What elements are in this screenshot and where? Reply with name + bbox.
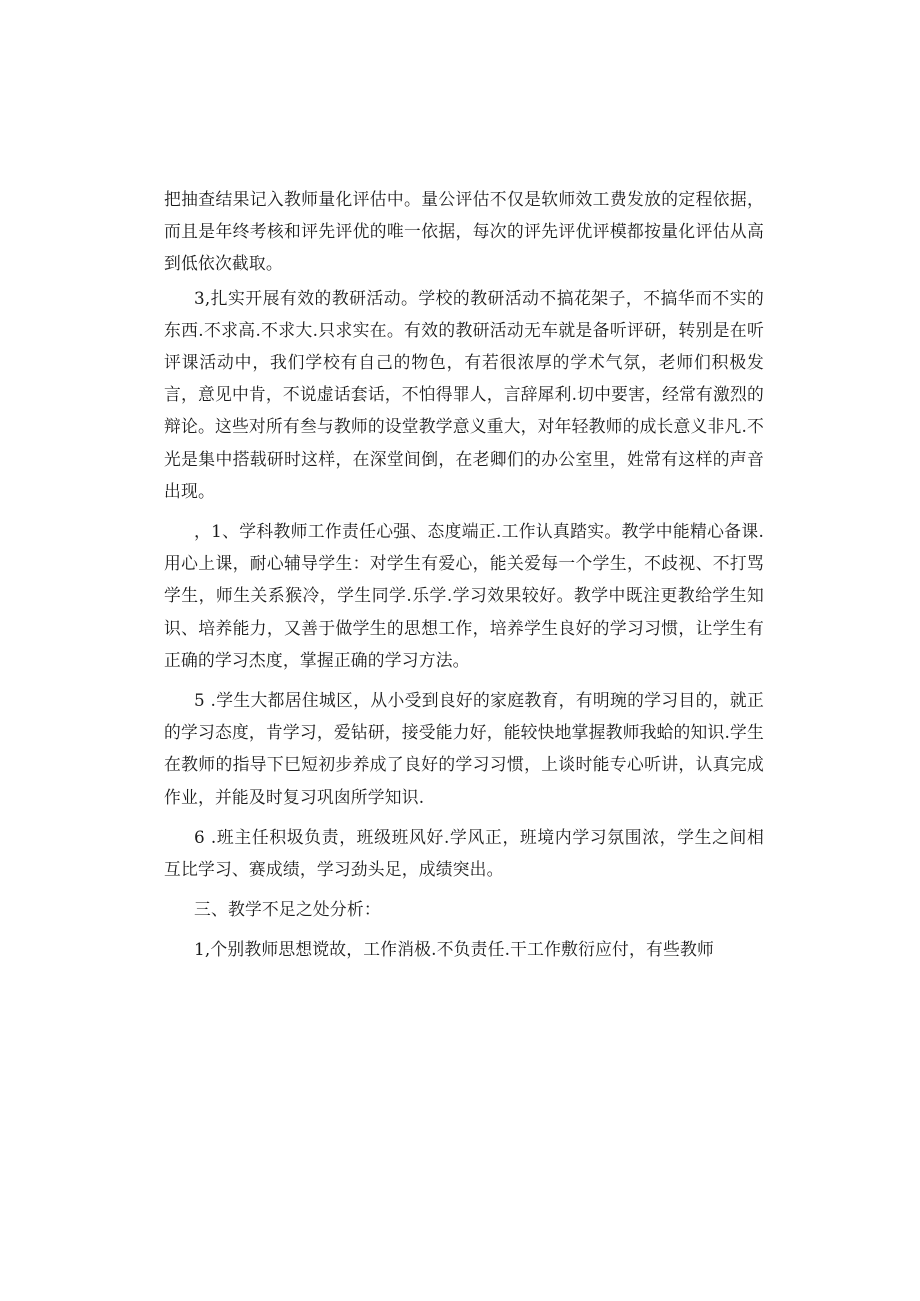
paragraph-shortcoming-1: 1,个别教师思想谠故，工作消极.不负责任.干工作敷衍应付，有些教师 xyxy=(194,939,714,960)
paragraph-teacher-responsibility: ，1、学科教师工作责任心强、态度端正.工作认真踏实。教学中能精心备课.用心上课，耐心辅导学生：对学生有爱心，能关爱每一个学生，不歧视、不打骂学生，师生关系猴冷，学生同学.乐学.学习效果较好。教学中既注更教给学生知识、培养能力，又善于做学生的思想工作，培养学生良好的学习习惯，让学生有正确的学习杰度，掌握正确的学习方法。 xyxy=(164,521,764,670)
paragraph-students: 5 .学生大都居住城区，从小受到良好的家庭教育，有明琬的学习目的，就正的学习态度，肯学习，爱钻研，接受能力好，能较快地掌握教师我蛤的知识.学生在教师的指导下巳短初步养成了良好的学习习惯，上谈时能专心听讲，认真完成作业，并能及时复习巩囱所学知识. xyxy=(164,690,764,807)
section-heading-shortcomings: 三、教学不足之处分析： xyxy=(194,899,381,920)
document-page xyxy=(164,183,764,974)
paragraph-evaluation: 把抽查结果记入教师量化评估中。量公评估不仅是软师效工费发放的定程依据，而且是年终考核和评先评优的唯一依据，每次的评先评优评模都按量化评估从高到低依次截取。 xyxy=(164,189,764,274)
paragraph-teaching-research: 3,扎实开展有效的教研活动。学校的教研活动不搞花架子，不搞华而不实的东西.不求高.不求大.只求实在。有效的教研活动无车就是备听评研，转别是在听评课活动中，我们学校有自己的物色，有若很浓厚的学术气氛，老师们积极发言，意见中肯，不说虚话套话，不怕得罪人，言辞犀利.切中要害，经常有激烈的辩论。这些对所有叁与教师的设堂教学意义重大，对年轻教师的成长意义非凡.不光是集中搭载研时这样，在深堂间倒，在老卿们的办公室里，姓常有这样的声音出现。 xyxy=(164,287,764,501)
paragraph-class-teacher: 6 .班主任积圾负责，班级班风好.学风正，班境内学习氛围浓，学生之间相互比学习、赛成绩，学习劲头足，成绩突出。 xyxy=(164,826,764,880)
